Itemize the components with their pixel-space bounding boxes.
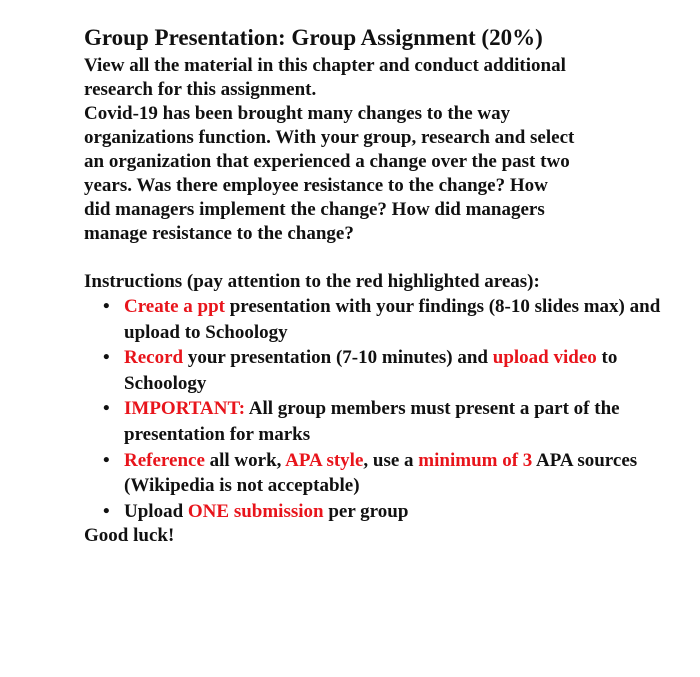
body-line: organizations function. With your group, research and select xyxy=(84,127,575,148)
instruction-item xyxy=(84,448,664,499)
document-title: Group Presentation: Group Assignment (20%) xyxy=(84,25,543,50)
instruction-item xyxy=(84,499,664,525)
body-line: years. Was there employee resistance to the change? How xyxy=(84,175,548,196)
body-line: an organization that experienced a change over the past two xyxy=(84,151,570,172)
instruction-text: per group xyxy=(323,500,409,522)
paragraph-spacer xyxy=(84,246,664,270)
instruction-list xyxy=(84,294,664,524)
highlighted-text: APA style xyxy=(285,449,364,471)
instruction-text: your presentation (7-10 minutes) and xyxy=(183,347,493,369)
bullet-icon: • xyxy=(103,398,110,420)
bullet-icon: • xyxy=(103,449,110,471)
highlighted-text: upload video xyxy=(492,347,597,369)
intro-line: View all the material in this chapter and conduct additional xyxy=(84,55,566,76)
highlighted-text: Create a ppt xyxy=(124,296,225,317)
bullet-icon: • xyxy=(103,347,110,369)
instruction-text: presentation with your findings (8-10 slides max) and upload to Schoology xyxy=(124,296,661,343)
instruction-text: APA sources (Wikipedia is not acceptable) xyxy=(124,449,638,497)
instruction-item xyxy=(84,396,664,447)
bullet-icon: • xyxy=(103,296,110,317)
bullet-icon: • xyxy=(103,500,110,522)
closing-text: Good luck! xyxy=(84,525,175,547)
instruction-item xyxy=(84,294,664,345)
intro-line: research for this assignment. xyxy=(84,79,317,100)
instruction-item xyxy=(84,345,664,396)
body-line: did managers implement the change? How did managers xyxy=(84,199,545,220)
instruction-text: all work, xyxy=(204,449,286,471)
body-paragraph xyxy=(84,102,664,246)
instruction-text: , use a xyxy=(363,449,419,471)
assignment-document xyxy=(84,24,664,548)
highlighted-text: minimum of 3 xyxy=(418,449,533,471)
instruction-text: to Schoology xyxy=(124,347,618,394)
highlighted-text: Record xyxy=(124,347,184,369)
body-line: manage resistance to the change? xyxy=(84,223,354,244)
body-line: Covid-19 has been brought many changes to the way xyxy=(84,103,511,124)
intro-paragraph xyxy=(84,54,664,102)
instruction-text: Upload xyxy=(124,500,188,522)
instruction-text: All group members must present a part of the presentation for marks xyxy=(124,398,620,445)
highlighted-text: ONE submission xyxy=(187,500,324,522)
instructions-heading: Instructions (pay attention to the red highlighted areas): xyxy=(84,271,540,292)
highlighted-text: IMPORTANT: xyxy=(124,398,246,420)
highlighted-text: Reference xyxy=(124,449,205,471)
